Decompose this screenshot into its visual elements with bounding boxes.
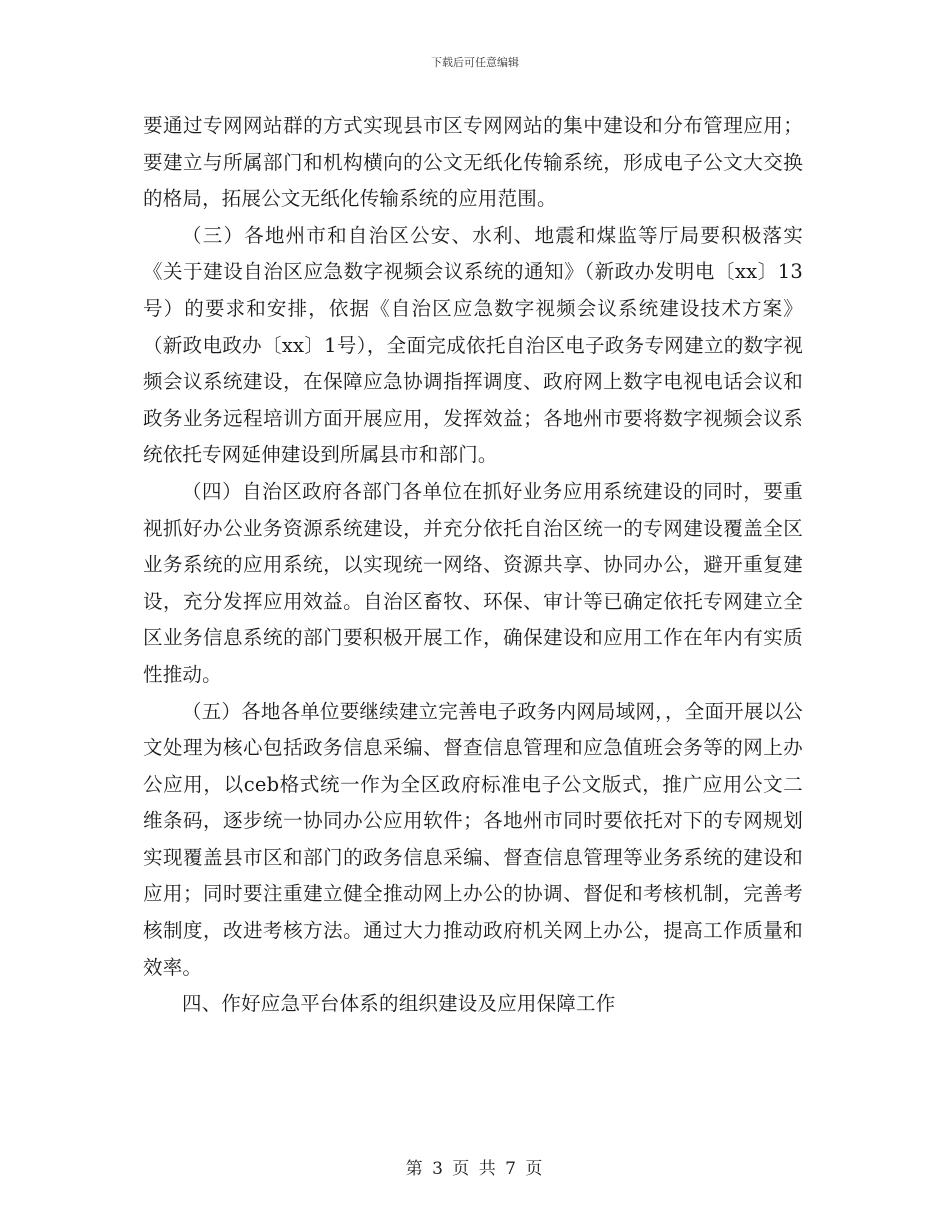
page-number: 第 3 页 共 7 页 xyxy=(405,1159,545,1179)
document-body xyxy=(143,108,803,1023)
section-heading-4: 四、作好应急平台体系的组织建设及应用保障工作 xyxy=(182,992,616,1016)
paragraph-item-4: （四）自治区政府各部门各单位在抓好业务应用系统建设的同时，要重视抓好办公业务资源系统建设，并充分依托自治区统一的专网建设覆盖全区业务系统的应用系统，以实现统一网络、资源共享、协同办公，避开重复建设，充分发挥应用效益。自治区畜牧、环保、审计等已确定依托专网建立全区业务信息系统的部门要积极开展工作，确保建设和应用工作在年内有实质性推动。 xyxy=(143,479,803,686)
paragraph-item-3: （三）各地州市和自治区公安、水利、地震和煤监等厅局要积极落实《关于建设自治区应急数字视频会议系统的通知》（新政办发明电〔xx〕13号）的要求和安排，依据《自治区应急数字视频会议系统建设技术方案》（新政电政办〔xx〕1号），全面完成依托自治区电子政务专网建立的数字视频会议系统建设，在保障应急协调指挥调度、政府网上数字电视电话会议和政务业务远程培训方面开展应用，发挥效益；各地州市要将数字视频会议系统依托专网延伸建设到所属县市和部门。 xyxy=(143,223,803,467)
paragraph-continuation: 要通过专网网站群的方式实现县市区专网网站的集中建设和分布管理应用；要建立与所属部门和机构横向的公文无纸化传输系统，形成电子公文大交换的格局，拓展公文无纸化传输系统的应用范围。 xyxy=(143,114,803,211)
page-header-note: 下载后可任意编辑 xyxy=(431,56,519,69)
paragraph-item-5: （五）各地各单位要继续建立完善电子政务内网局域网，，全面开展以公文处理为核心包括政务信息采编、督查信息管理和应急值班会务等的网上办公应用，以ceb格式统一作为全区政府标准电子公文版式，推广应用公文二维条码，逐步统一协同办公应用软件；各地州市同时要依托对下的专网规划实现覆盖县市区和部门的政务信息采编、督查信息管理等业务系统的建设和应用；同时要注重建立健全推动网上办公的协调、督促和考核机制，完善考核制度，改进考核方法。通过大力推动政府机关网上办公，提高工作质量和效率。 xyxy=(143,699,803,979)
